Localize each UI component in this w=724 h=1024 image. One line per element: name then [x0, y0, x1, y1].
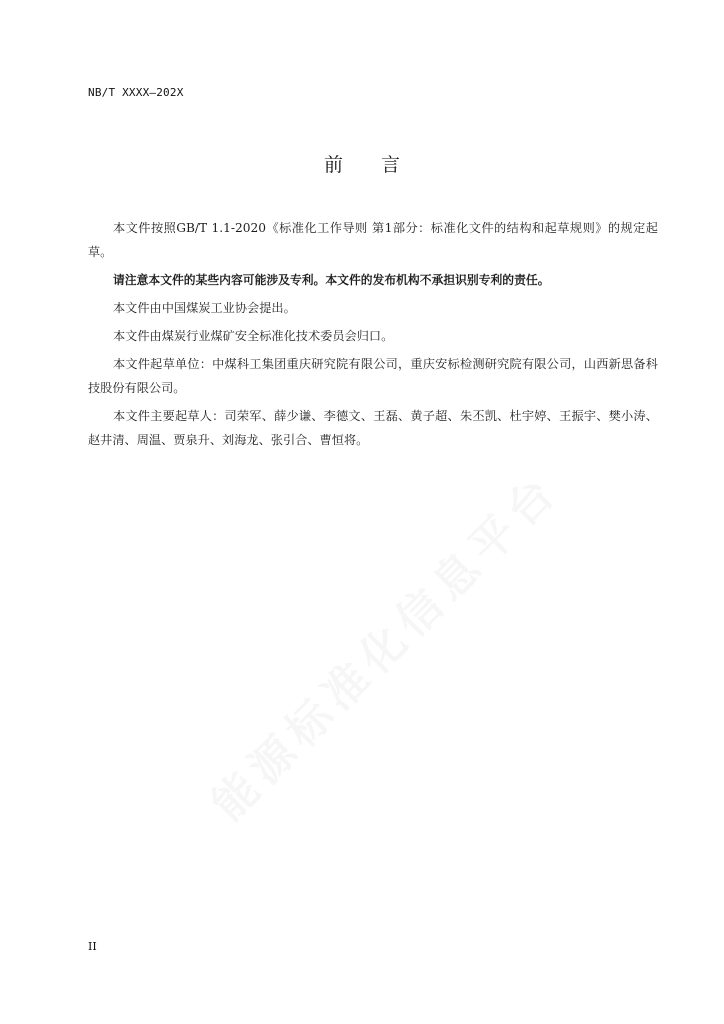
- page-title: 前言: [323, 154, 438, 176]
- paragraph-drafting-units: 本文件起草单位：中煤科工集团重庆研究院有限公司，重庆安标检测研究院有限公司，山西新思备科技股份有限公司。: [88, 357, 658, 395]
- document-code: NB/T XXXX—202X: [88, 86, 184, 99]
- paragraph-drafting-rules: 本文件按照GB/T 1.1-2020《标准化工作导则 第1部分：标准化文件的结构和起草规则》的规定起草。: [88, 221, 658, 259]
- paragraph-technical-committee: 本文件由煤炭行业煤矿安全标准化技术委员会归口。: [113, 329, 394, 343]
- watermark: 能源标准化信息平台: [202, 463, 570, 831]
- foreword-body: [88, 216, 658, 456]
- page-number: II: [88, 940, 97, 953]
- paragraph-proposer: 本文件由中国煤炭工业协会提出。: [113, 301, 296, 315]
- paragraph-main-drafters: 本文件主要起草人：司荣军、薛少谦、李德文、王磊、黄子超、朱丕凯、杜宇婷、王振宇、樊小涛、赵井清、周温、贾泉升、刘海龙、张引合、曹恒将。: [88, 409, 658, 447]
- paragraph-patent-notice: 请注意本文件的某些内容可能涉及专利。本文件的发布机构不承担识别专利的责任。: [113, 273, 550, 287]
